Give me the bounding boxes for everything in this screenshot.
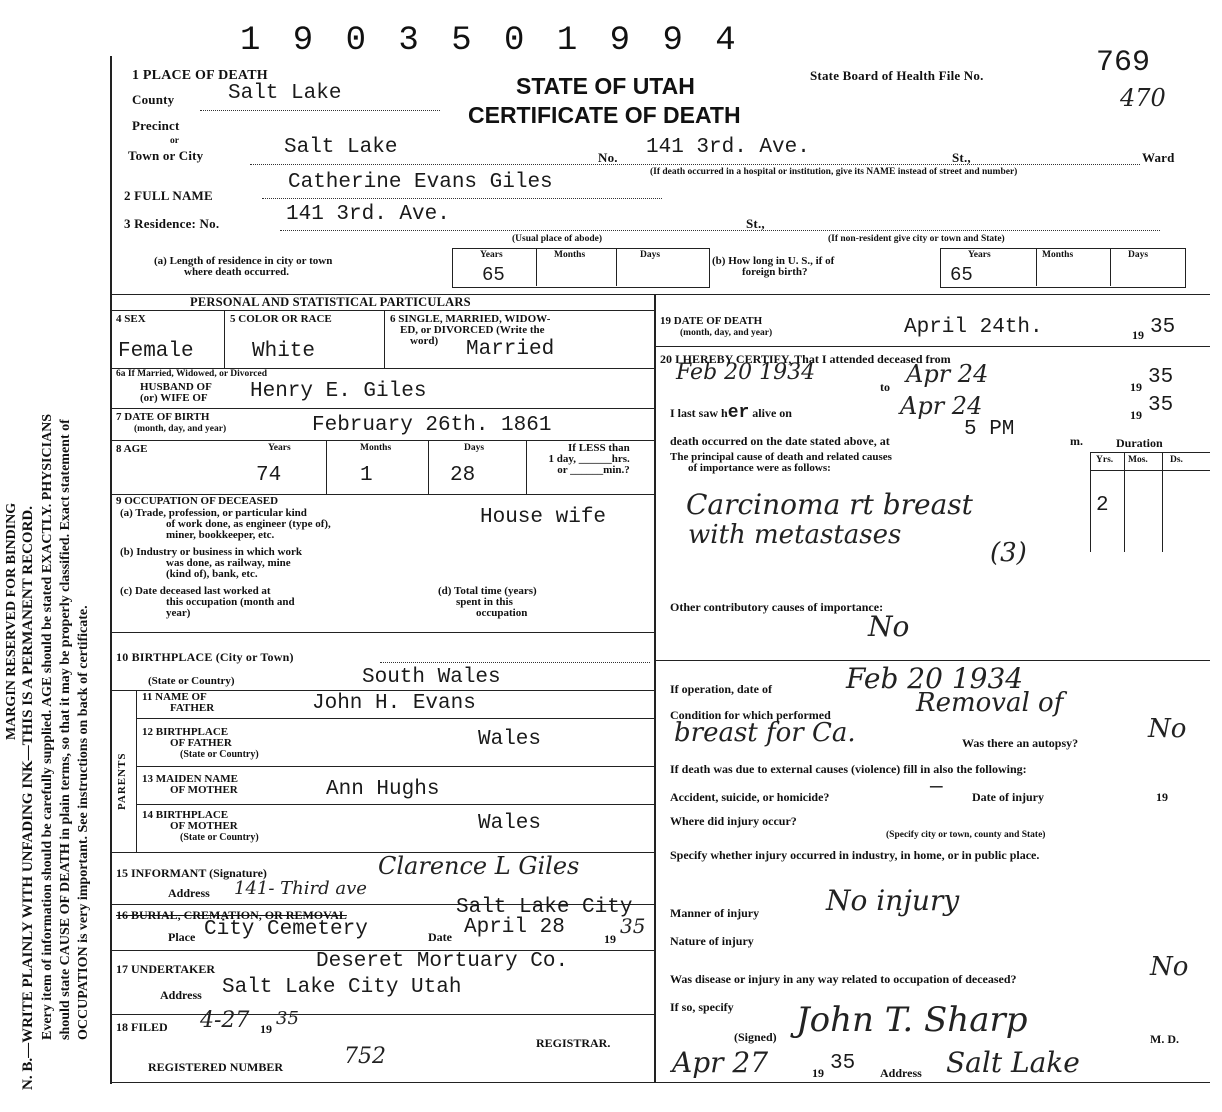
age-label: 8 AGE (116, 443, 148, 455)
external-causes-label: If death was due to external causes (violence) fill in also the following: (670, 762, 1027, 776)
dod-year-prefix: 19 (1132, 328, 1144, 342)
abode-note: (Usual place of abode) (512, 234, 602, 244)
occupation-value: House wife (480, 506, 607, 529)
cause-2: with metastases (688, 520, 902, 550)
condition-label: Condition for which performed (670, 708, 831, 722)
undertaker-address-value: Salt Lake City Utah (222, 976, 462, 999)
us-days-label: Days (1128, 250, 1149, 260)
burial-year: 35 (620, 914, 646, 938)
sex-label: 4 SEX (116, 313, 146, 325)
town-label: Town or City (128, 148, 204, 163)
spouse-label-a: 6a If Married, Widowed, or Divorced (116, 369, 268, 379)
res-years-value: 65 (482, 264, 505, 286)
length-residence-label: (a) Length of residence in city or town where death occurred. (154, 255, 333, 278)
mother-birthplace-value: Wales (478, 812, 542, 835)
title-state: STATE OF UTAH (516, 73, 695, 99)
center-divider (654, 294, 656, 1082)
mother-birthplace-label: 14 BIRTHPLACE OF MOTHER (State or Country) (142, 809, 259, 843)
color-label: 5 COLOR OR RACE (230, 313, 332, 325)
to-label: to (880, 380, 890, 394)
contrib-label: Other contributory causes of importance: (670, 600, 884, 614)
mother-name-value: Ann Hughs (326, 778, 440, 801)
us-months-label: Months (1042, 250, 1074, 260)
attended-year: 35 (1148, 366, 1174, 389)
condition-2: breast for Ca. (674, 718, 856, 748)
injury-where-note: (Specify city or town, county and State) (886, 830, 1046, 840)
registrar-label: REGISTRAR. (536, 1036, 611, 1050)
age-years-label: Years (268, 443, 291, 453)
duration-ds-label: Ds. (1170, 455, 1183, 465)
injury-where-label: Where did injury occur? (670, 814, 797, 828)
dob-value: February 26th. 1861 (312, 414, 552, 437)
ward-label: Ward (1142, 150, 1175, 165)
autopsy-value: No (1148, 714, 1187, 744)
burial-label: 16 BURIAL, CREMATION, OR REMOVAL (116, 908, 347, 922)
sex-value: Female (118, 340, 194, 363)
father-name-value: John H. Evans (312, 692, 476, 715)
margin-instruction-line3: should state CAUSE OF DEATH in plain terms, so that it may be properly classified. Exact statement of (58, 419, 73, 1040)
cause-label: The principal cause of death and related causes of importance were as follows: (670, 451, 892, 474)
marital-value: Married (466, 338, 555, 361)
md-label: M. D. (1150, 1032, 1179, 1046)
if-so-label: If so, specify (670, 1000, 734, 1014)
title-certificate: CERTIFICATE OF DEATH (468, 102, 741, 128)
file-no-value: 769 (1096, 46, 1151, 80)
cause-1-years: 2 (1096, 494, 1109, 517)
color-value: White (252, 340, 316, 363)
burial-value: Salt Lake City (456, 896, 633, 919)
us-years-value: 65 (950, 264, 973, 286)
occupation-c-label: (c) Date deceased last worked at this occupation (month and year) (120, 585, 295, 619)
occupation-label: 9 OCCUPATION OF DECEASED (116, 495, 279, 507)
industry-label: Specify whether injury occurred in industry, in home, or in public place. (670, 848, 1040, 862)
registered-number-label: REGISTERED NUMBER (148, 1060, 284, 1074)
hospital-note: (If death occurred in a hospital or institution, give its NAME instead of street and number) (650, 167, 1018, 177)
undertaker-address-label: Address (160, 988, 202, 1002)
occupation-a-label: (a) Trade, profession, or particular kind of work done, as engineer (type of), miner, bookkeeper, etc. (120, 507, 331, 541)
signed-year: 35 (830, 1052, 856, 1075)
county-label: County (132, 92, 175, 107)
personal-header: PERSONAL AND STATISTICAL PARTICULARS (190, 295, 471, 309)
cause-3: (3) (990, 538, 1027, 568)
occ-related-label: Was disease or injury in any way related to occupation of deceased? (670, 972, 1017, 986)
injury-date-label: Date of injury (972, 790, 1044, 804)
last-saw-year-prefix: 19 (1130, 408, 1142, 422)
manner-value: No injury (826, 884, 960, 917)
burial-place-value: City Cemetery (204, 918, 368, 941)
birthplace-state-label: (State or Country) (148, 675, 235, 687)
filed-year-prefix: 19 (260, 1022, 272, 1036)
last-saw-year: 35 (1148, 394, 1174, 417)
age-years-value: 74 (256, 464, 282, 487)
residence-label: 3 Residence: No. (124, 216, 220, 231)
nature-label: Nature of injury (670, 934, 754, 948)
duration-yrs-label: Yrs. (1096, 455, 1114, 465)
serial-number: 1 9 0 3 5 0 1 9 9 4 (240, 22, 742, 60)
form-left-border (110, 56, 112, 1084)
father-birthplace-label: 12 BIRTHPLACE OF FATHER (State or Country) (142, 726, 259, 760)
age-less-label: If LESS than 1 day, ______hrs. or ______min.? (548, 442, 630, 476)
operation-value: Feb 20 1934 (846, 662, 1024, 695)
filed-date: 4-27 (200, 1008, 250, 1033)
physician-address-value: Salt Lake (946, 1046, 1080, 1079)
manner-label: Manner of injury (670, 906, 760, 920)
form-bottom-border (110, 1082, 1210, 1083)
burial-place-label: Place (168, 930, 196, 944)
death-occurred-label: death occurred on the date stated above, at (670, 434, 890, 448)
file-no-label: State Board of Health File No. (810, 68, 984, 83)
signed-date: Apr 27 (672, 1046, 769, 1079)
filed-label: 18 FILED (116, 1020, 168, 1034)
signed-label: (Signed) (734, 1030, 777, 1044)
town-value: Salt Lake (284, 136, 398, 159)
injury-date-year-prefix: 19 (1156, 790, 1168, 804)
informant-address-value: 141- Third ave (234, 878, 367, 899)
marital-label: 6 SINGLE, MARRIED, WIDOW- ED, or DIVORCED (Write the word) (390, 313, 551, 347)
accident-value: — (930, 776, 943, 799)
undertaker-label: 17 UNDERTAKER (116, 962, 216, 976)
dod-label: 19 DATE OF DEATH (month, day, and year) (660, 315, 773, 338)
street-st-label: St., (952, 150, 971, 165)
attended-year-prefix: 19 (1130, 380, 1142, 394)
operation-label: If operation, date of (670, 682, 772, 696)
age-months-label: Months (360, 443, 392, 453)
informant-address-label: Address (168, 886, 210, 900)
street-no-value: 141 3rd. Ave. (646, 136, 810, 159)
age-days-label: Days (464, 443, 485, 453)
cause-1: Carcinoma rt breast (686, 488, 973, 521)
attended-from: Feb 20 1934 (676, 360, 816, 385)
parents-side-label: PARENTS (116, 752, 128, 810)
street-no-label: No. (598, 150, 618, 165)
father-birthplace-value: Wales (478, 728, 542, 751)
last-saw-label: I last saw her alive on (670, 403, 792, 423)
death-time: 5 PM (964, 418, 1015, 441)
occupation-b-label: (b) Industry or business in which work was done, as railway, mine (kind of), bank, etc. (120, 546, 302, 580)
certify-label: 20 I HEREBY CERTIFY, That I attended deceased from (660, 352, 951, 366)
registered-number-value: 752 (344, 1044, 386, 1069)
duration-label: Duration (1116, 436, 1163, 450)
county-value: Salt Lake (228, 82, 342, 105)
place-of-death-label: 1 PLACE OF DEATH (132, 68, 268, 83)
filed-year: 35 (276, 1008, 299, 1029)
birthplace-label: 10 BIRTHPLACE (City or Town) (116, 650, 294, 664)
res-months-label: Months (554, 250, 586, 260)
signed-value: John T. Sharp (796, 1000, 1028, 1040)
residence-st-label: St., (746, 216, 765, 231)
informant-signature: Clarence L Giles (378, 852, 580, 880)
age-days-value: 28 (450, 464, 476, 487)
res-years-label: Years (480, 250, 503, 260)
age-months-value: 1 (360, 464, 373, 487)
last-saw-value: Apr 24 (900, 392, 983, 420)
physician-address-label: Address (880, 1066, 922, 1080)
occupation-d-label: (d) Total time (years) spent in this occupation (438, 585, 537, 619)
margin-binding-note: MARGIN RESERVED FOR BINDING (4, 502, 19, 740)
nonres-note: (If non-resident give city or town and State) (828, 234, 1005, 244)
spouse-label-b: HUSBAND OF (or) WIFE OF (140, 381, 212, 404)
duration-mos-label: Mos. (1128, 455, 1148, 465)
or-label: or (170, 136, 179, 146)
res-days-label: Days (640, 250, 661, 260)
burial-date-label: Date (428, 930, 452, 944)
precinct-label: Precinct (132, 118, 180, 133)
margin-instruction-line2: Every item of information should be carefully supplied. AGE should be stated EXACTLY. PHYSICIANS (40, 413, 55, 1040)
full-name-value: Catherine Evans Giles (288, 171, 553, 194)
signed-year-prefix: 19 (812, 1066, 824, 1080)
margin-instruction-line1: N. B.—WRITE PLAINLY WITH UNFADING INK—THIS IS A PERMANENT RECORD. (20, 506, 36, 1090)
full-name-label: 2 FULL NAME (124, 188, 213, 203)
margin-instruction-line4: OCCUPATION is very important. See instructions on back of certificate. (76, 605, 91, 1040)
dod-value: April 24th. (904, 316, 1043, 339)
burial-date-value: April 28 (464, 916, 565, 939)
undertaker-value: Deseret Mortuary Co. (316, 950, 569, 973)
file-no-second: 470 (1120, 84, 1166, 112)
death-time-m-label: m. (1070, 434, 1083, 448)
autopsy-label: Was there an autopsy? (962, 736, 1079, 750)
dod-year: 35 (1150, 316, 1176, 339)
dob-label: 7 DATE OF BIRTH (month, day, and year) (116, 411, 227, 434)
birthplace-value: South Wales (362, 666, 501, 689)
father-name-label: 11 NAME OF FATHER (142, 691, 215, 714)
occ-related-value: No (1150, 952, 1189, 982)
contrib-value: No (868, 610, 910, 643)
condition-1: Removal of (916, 688, 1064, 718)
residence-value: 141 3rd. Ave. (286, 203, 450, 226)
burial-year-prefix: 19 (604, 932, 616, 946)
mother-name-label: 13 MAIDEN NAME OF MOTHER (142, 773, 238, 796)
accident-label: Accident, suicide, or homicide? (670, 790, 830, 804)
spouse-value: Henry E. Giles (250, 380, 427, 403)
us-years-label: Years (968, 250, 991, 260)
us-residence-label: (b) How long in U. S., if of foreign birth? (712, 255, 835, 278)
attended-to: Apr 24 (906, 360, 989, 388)
informant-label: 15 INFORMANT (Signature) (116, 866, 267, 880)
